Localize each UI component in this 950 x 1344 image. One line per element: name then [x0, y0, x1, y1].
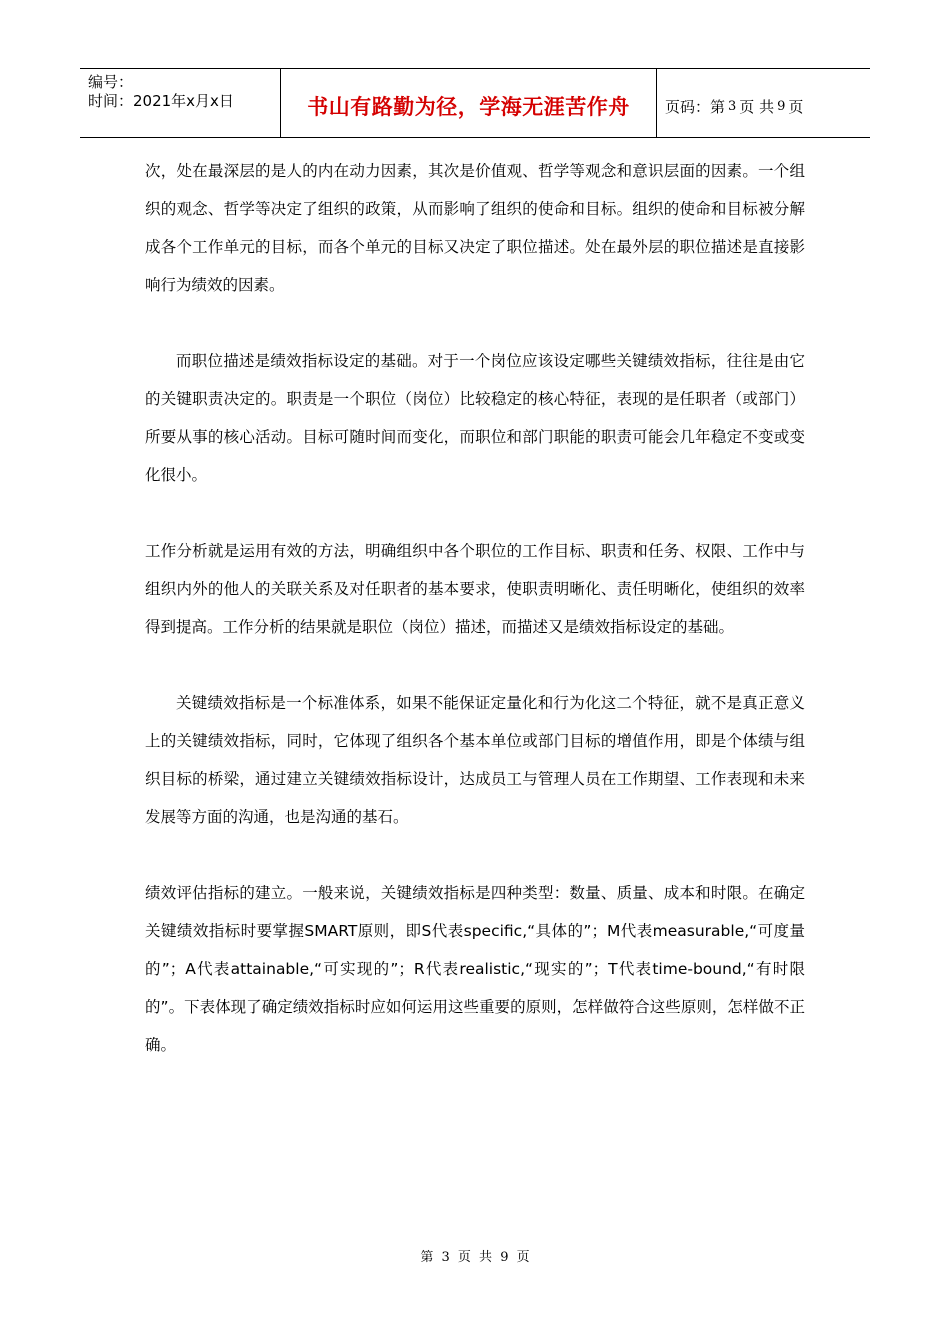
paragraph-line: 关键绩效指标是一个标准体系，如果不能保证定量化和行为化这二个特征，就不是真	[176, 694, 759, 712]
paragraph	[145, 684, 805, 836]
paragraph-line: 绩效评估指标的建立。一般来说，关键绩效指标是四种类型：数量、质量、成本和时限。	[145, 884, 759, 902]
paragraph-line: 作中与组织内外的他人的关联关系及对任职者的基本要求，使职责明晰化、责任明晰化，	[145, 542, 805, 598]
paragraph-line: 是个体绩与组织目标的桥梁，通过建立关键绩效指标设计，达成员工与管理人员在工作期	[145, 732, 805, 788]
paragraph-line: 者（或部门）所要从事的核心活动。目标可随时间而变化，而职位和部门职能的职责可能	[145, 390, 805, 446]
paragraph	[145, 152, 805, 304]
paragraph-line: 的”；T代表time-bound,“有时限的”。下表体现了确定绩效指标时应如何运用这些重	[145, 960, 805, 1016]
header-info-cell	[80, 69, 281, 137]
paragraph-line: 一个组织的观念、哲学等决定了组织的政策，从而影响了组织的使命和目标。组织的使命	[145, 162, 805, 218]
paragraph-line: 工作分析就是运用有效的方法，明确组织中各个职位的工作目标、职责和任务、权限、工	[145, 542, 759, 560]
page-header	[80, 68, 870, 138]
paragraph-line: 是由它的关键职责决定的。职责是一个职位（岗位）比较稳定的核心特征，表现的是任职	[145, 352, 805, 408]
paragraph-line: measurable,“可度量的”；A代表attainable,“可实现的”；R代表realistic,“现实	[145, 922, 805, 978]
paragraph-line: 在确定关键绩效指标时要掌握SMART原则，即S代表specific,“具体的”；M代表	[145, 884, 805, 940]
paragraph-line: 会几年稳定不变或变化很小。	[145, 428, 805, 484]
paragraph-line: 望、工作表现和未来发展等方面的沟通，也是沟通的基石。	[145, 770, 805, 826]
header-page-cell	[657, 69, 870, 137]
header-motto: 书山有路勤为径，学海无涯苦作舟	[307, 95, 630, 119]
page-current: 3	[728, 98, 737, 114]
header-motto-cell	[281, 69, 657, 137]
paragraph	[145, 532, 805, 646]
paragraph	[145, 874, 805, 1064]
paragraph-line: 定的基础。	[656, 618, 735, 636]
paragraph	[145, 342, 805, 494]
paragraph-line: 而职位描述是绩效指标设定的基础。对于一个岗位应该设定哪些关键绩效指标，往往	[176, 352, 759, 370]
paragraph-line: 使组织的效率得到提高。工作分析的结果就是职位（岗位）描述，而描述又是绩效指标设	[145, 580, 805, 636]
document-date-label: 时间：2021年x月x日	[88, 92, 234, 110]
paragraph-line: 次，处在最深层的是人的内在动力因素，其次是价值观、哲学等观念和意识层面的因素。	[145, 162, 759, 180]
document-body	[145, 152, 805, 1064]
page-total: 9	[777, 98, 786, 114]
paragraph-line: 和目标被分解成各个工作单元的目标，而各个单元的目标又决定了职位描述。处在最外层	[145, 200, 805, 256]
page-suffix: 页	[788, 97, 804, 116]
document-number-label: 编号：	[88, 73, 134, 91]
page-footer: 第 3 页 共 9 页	[420, 1250, 530, 1265]
page-prefix: 页码：第	[665, 97, 726, 116]
page-mid: 页 共	[739, 97, 775, 116]
paragraph-line: 的职位描述是直接影响行为绩效的因素。	[145, 238, 805, 294]
paragraph-line: 正意义上的关键绩效指标，同时，它体现了组织各个基本单位或部门目标的增值作用，即	[145, 694, 805, 750]
paragraph-line: 要的原则，怎样做符合这些原则，怎样做不正确。	[145, 998, 805, 1054]
